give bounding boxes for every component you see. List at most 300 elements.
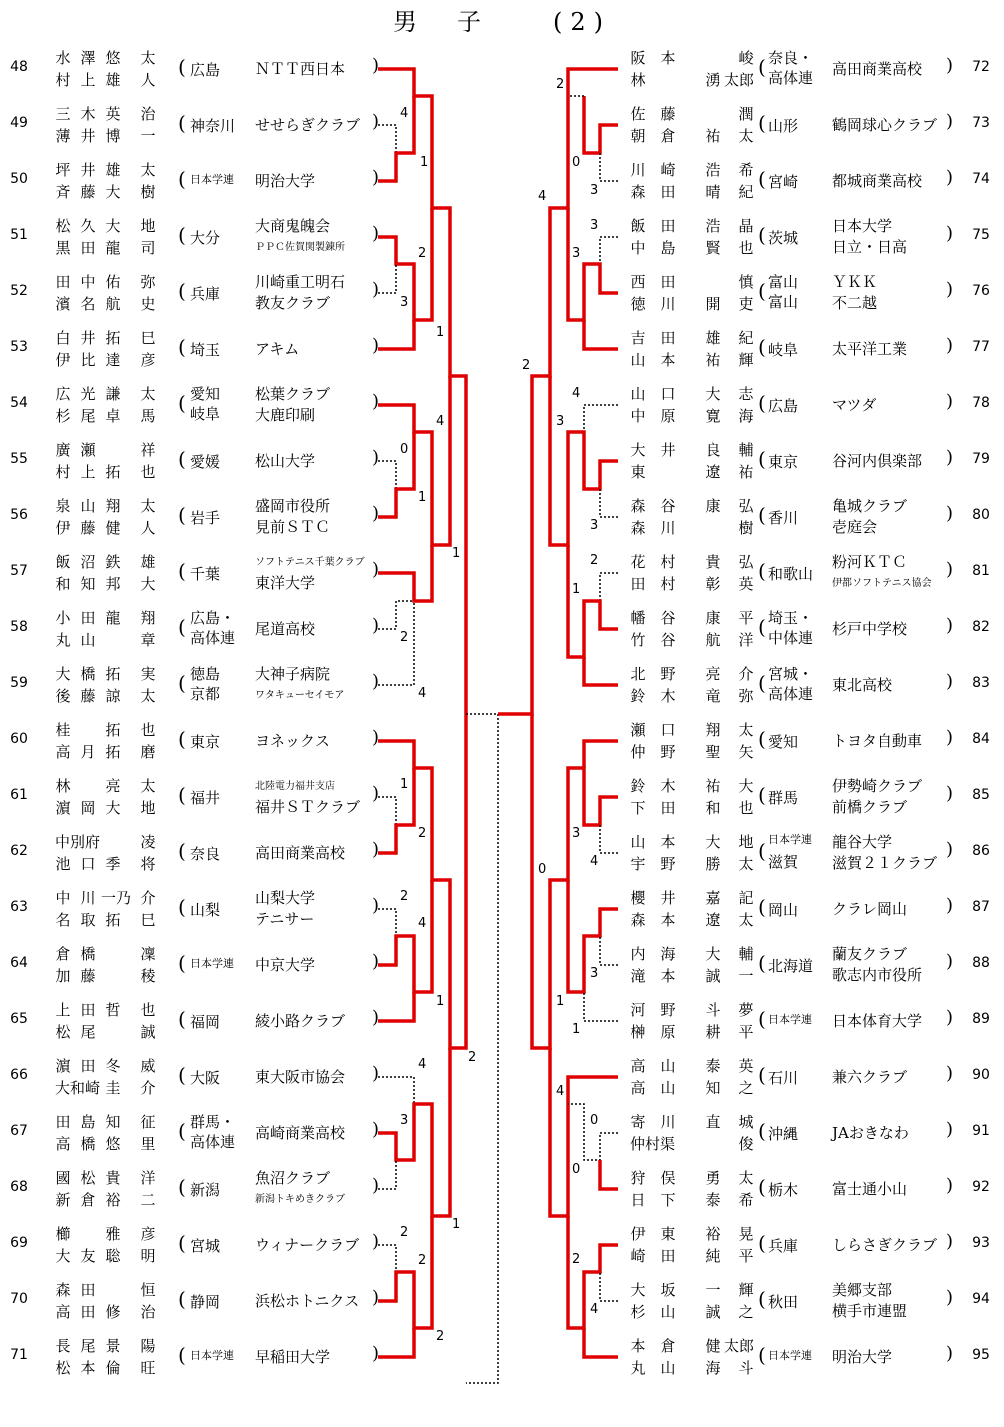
winner-line [378, 714, 466, 1048]
name-char: 旺 [140, 1359, 156, 1377]
name-char: 島 [80, 1113, 96, 1131]
name-char: 崎 [630, 1247, 646, 1265]
name-char: 島 [660, 239, 676, 257]
match-score: 3 [590, 966, 599, 981]
name-char: 洋 [738, 631, 754, 649]
name-char: 伊 [630, 1225, 646, 1243]
name-char: 河 [630, 1001, 646, 1019]
name-char: 川 [630, 161, 646, 179]
name-char: 雄 [105, 161, 121, 179]
name-char: 口 [660, 385, 676, 403]
name-char: 野 [660, 665, 676, 683]
prefecture-line: 高体連 [190, 1133, 236, 1151]
name-char: 井 [80, 329, 96, 347]
name-char: 鉄 [105, 553, 121, 571]
name-char: 森 [630, 497, 646, 515]
name-char: 本 [660, 967, 676, 985]
club-line: 大鹿印刷 [255, 406, 316, 424]
entry-row [0, 831, 1004, 875]
name-char: 口 [80, 855, 96, 873]
name-char: 大 [705, 833, 721, 851]
prefecture-line: 富山 [768, 273, 799, 291]
name-char: 木 [660, 777, 676, 795]
prefecture: 和歌山 [768, 565, 814, 583]
open-paren: ( [178, 335, 186, 359]
name-char: 田 [80, 1281, 96, 1299]
name-char: 松 [80, 1169, 96, 1187]
name-char: 志 [738, 385, 754, 403]
match-score: 3 [590, 183, 599, 198]
match-score: 2 [418, 1253, 427, 1268]
name-char: 紀 [738, 329, 754, 347]
prefecture-line: 高体連 [190, 629, 236, 647]
prefecture: 福岡 [190, 1013, 221, 1031]
match-score: 4 [418, 916, 427, 931]
name-char: 誠 [705, 1303, 721, 1321]
name-char: 弘 [738, 497, 754, 515]
club-line: 歌志内市役所 [832, 966, 923, 984]
name-char: 高 [55, 1303, 71, 1321]
club-line: 盛岡市役所 [255, 497, 331, 515]
open-paren: ( [758, 1231, 766, 1255]
club-line: ソフトテニス千葉クラブ [255, 557, 365, 568]
name-char: 翔 [705, 721, 721, 739]
name-char: 後 [55, 687, 71, 705]
name-char: 藤 [660, 105, 676, 123]
prefecture-line: 埼玉・ [768, 609, 814, 627]
prefecture-line: 広島・ [190, 609, 236, 627]
name-char: 高 [630, 1057, 646, 1075]
name-char: 松 [55, 1359, 71, 1377]
name-char: 中 [630, 239, 646, 257]
name-char: 也 [140, 1001, 156, 1019]
name-char: 一 [738, 967, 754, 985]
name-char: 大 [705, 385, 721, 403]
match-score: 4 [556, 1084, 565, 1099]
entry-row [0, 47, 1004, 91]
entry-number: 67 [10, 1123, 28, 1139]
name-char: 龍 [105, 609, 121, 627]
open-paren: ( [758, 223, 766, 247]
name-char: 季 [105, 855, 121, 873]
name-char: 翔 [105, 497, 121, 515]
entry-number: 70 [10, 1291, 28, 1307]
club-line: ウィナークラブ [255, 1236, 360, 1254]
open-paren: ( [178, 895, 186, 919]
prefecture: 日本学連 [768, 1013, 812, 1026]
open-paren: ( [758, 559, 766, 583]
prefecture [768, 663, 813, 703]
name-char: 内 [630, 945, 646, 963]
name-char: 尾 [80, 407, 96, 425]
name-char: 桂 [55, 721, 71, 739]
close-paren: ) [946, 839, 954, 860]
close-paren: ) [372, 503, 380, 524]
name-char: 太 [738, 1169, 754, 1187]
match-score: 3 [590, 218, 599, 233]
club-line: 滋賀２１クラブ [832, 854, 938, 872]
prefecture [768, 607, 813, 647]
match-score: 2 [590, 553, 599, 568]
name-char: 太 [738, 127, 754, 145]
name-char: 二 [140, 1191, 156, 1209]
club-line: 綾小路クラブ [255, 1012, 346, 1030]
name-char: 巳 [140, 911, 156, 929]
close-paren: ) [372, 391, 380, 412]
close-paren: ) [946, 1343, 954, 1364]
name-char: 田 [660, 217, 676, 235]
name-char: 雄 [140, 553, 156, 571]
name-char: 祐 [705, 351, 721, 369]
open-paren: ( [178, 111, 186, 135]
name-char: 比 [80, 351, 96, 369]
name-char: 田 [660, 799, 676, 817]
name-char: 輔 [738, 441, 754, 459]
name-char: 野 [660, 1001, 676, 1019]
club-line: 粉河ＫＴＣ [832, 553, 908, 571]
prefecture: 愛媛 [190, 453, 221, 471]
open-paren: ( [178, 1175, 186, 1199]
club-name [832, 1123, 909, 1144]
close-paren: ) [946, 1175, 954, 1196]
close-paren: ) [946, 895, 954, 916]
club-line: 明治大学 [832, 1348, 893, 1366]
name-char: 東 [660, 1225, 676, 1243]
name-char: 也 [140, 721, 156, 739]
entry-number: 62 [10, 843, 28, 859]
open-paren: ( [758, 279, 766, 303]
open-paren: ( [758, 839, 766, 863]
close-paren: ) [946, 503, 954, 524]
prefecture-line: 岐阜 [190, 405, 221, 423]
match-score: 1 [420, 155, 429, 170]
close-paren: ) [372, 1175, 380, 1196]
match-score: 1 [452, 546, 461, 561]
name-char: 知 [80, 575, 96, 593]
name-char: 章 [140, 631, 156, 649]
name-char: 翔 [140, 609, 156, 627]
match-score: 4 [418, 1057, 427, 1072]
name-char: 藤 [80, 519, 96, 537]
prefecture: 岐阜 [768, 341, 799, 359]
name-char: 澤 [80, 49, 96, 67]
name-char: 藤 [80, 183, 96, 201]
club-name [832, 272, 877, 314]
close-paren: ) [946, 447, 954, 468]
name-char: 也 [738, 799, 754, 817]
entry-number: 52 [10, 283, 28, 299]
close-paren: ) [946, 1119, 954, 1140]
open-paren: ( [758, 391, 766, 415]
club-name [832, 832, 937, 874]
open-paren: ( [178, 1007, 186, 1031]
name-char: 介 [140, 889, 156, 907]
name-char: 也 [738, 239, 754, 257]
open-paren: ( [758, 167, 766, 191]
match-score: 3 [400, 295, 409, 310]
entry-row [0, 1279, 1004, 1323]
prefecture-line: 宮城・ [768, 665, 814, 683]
name-char: 村 [660, 553, 676, 571]
close-paren: ) [372, 783, 380, 804]
name-char: 坂 [660, 1281, 676, 1299]
name-char: 井 [660, 441, 676, 459]
name-char: 國 [55, 1169, 71, 1187]
club-name [832, 339, 907, 360]
prefecture-line: 京都 [190, 685, 221, 703]
name-char: 竜 [705, 687, 721, 705]
name-char: 大 [105, 217, 121, 235]
name-char: 大 [140, 575, 156, 593]
club-line: 川崎重工明石 [255, 273, 346, 291]
prefecture: 愛知 [768, 733, 799, 751]
prefecture-line: 奈良・ [768, 49, 814, 67]
name-char: 陽 [140, 1337, 156, 1355]
name-char: 高 [55, 743, 71, 761]
prefecture: 宮城 [190, 1237, 221, 1255]
open-paren: ( [758, 1119, 766, 1143]
name-char: 本 [660, 833, 676, 851]
name-char: 谷 [660, 497, 676, 515]
name-char: 田 [660, 273, 676, 291]
name-char: 谷 [660, 631, 676, 649]
open-paren: ( [758, 671, 766, 695]
name-char: 紀 [738, 183, 754, 201]
name-char: 雄 [705, 329, 721, 347]
name-char: 英 [738, 1057, 754, 1075]
name-char: 取 [80, 911, 96, 929]
entry-number: 50 [10, 171, 28, 187]
open-paren: ( [758, 1063, 766, 1087]
name-char: 俊 [738, 1135, 754, 1153]
match-score: 4 [400, 106, 409, 121]
name-char: 海 [738, 407, 754, 425]
entry-row [0, 439, 1004, 483]
name-char: 貴 [105, 1169, 121, 1187]
entry-number: 56 [10, 507, 28, 523]
club-name [832, 675, 892, 696]
name-char: 田 [80, 239, 96, 257]
name-char: 中別府 [55, 833, 101, 851]
prefecture: 大阪 [190, 1069, 221, 1087]
name-char: 北 [630, 665, 646, 683]
open-paren: ( [178, 279, 186, 303]
open-paren: ( [178, 55, 186, 79]
name-char: 凌 [140, 833, 156, 851]
club-name [832, 1011, 922, 1032]
name-char: 下 [630, 799, 646, 817]
club-line: 見前ＳＴＣ [255, 518, 331, 536]
club-line: せせらぎクラブ [255, 116, 361, 134]
prefecture: 福井 [190, 789, 221, 807]
prefecture: 岡山 [768, 901, 799, 919]
club-line: 福井ＳＴクラブ [255, 798, 361, 816]
name-char: 橋 [80, 1135, 96, 1153]
name-char: 村 [55, 463, 71, 481]
name-char: 威 [140, 1057, 156, 1075]
name-char: 英 [738, 575, 754, 593]
prefecture-line: 富山 [768, 293, 799, 311]
entry-row [0, 1055, 1004, 1099]
name-char: 瀬 [80, 441, 96, 459]
name-char: 田 [80, 1303, 96, 1321]
entry-number: 59 [10, 675, 28, 691]
name-char: 司 [140, 239, 156, 257]
entry-number: 80 [972, 507, 990, 523]
name-char: 吏 [738, 295, 754, 313]
name-char: 山 [630, 351, 646, 369]
name-char: 雄 [105, 71, 121, 89]
entry-row [0, 271, 1004, 315]
name-char: 日 [630, 1191, 646, 1209]
name-char: 田 [80, 609, 96, 627]
prefecture: 香川 [768, 509, 799, 527]
club-line: 龍谷大学 [832, 833, 893, 851]
match-score: 4 [590, 854, 599, 869]
name-char: 滝 [630, 967, 646, 985]
name-char: 太 [140, 687, 156, 705]
name-char: 稜 [140, 967, 156, 985]
match-score: 0 [400, 442, 409, 457]
open-paren: ( [178, 503, 186, 527]
open-paren: ( [178, 1287, 186, 1311]
name-char: 一 [705, 1281, 721, 1299]
entry-row [0, 775, 1004, 819]
entry-number: 68 [10, 1179, 28, 1195]
close-paren: ) [946, 1007, 954, 1028]
entry-row [0, 719, 1004, 763]
name-char: 水 [55, 49, 71, 67]
club-line: トヨタ自動車 [832, 732, 923, 750]
name-char: 藤 [80, 687, 96, 705]
name-char: 賢 [705, 239, 721, 257]
name-char: 坪 [55, 161, 71, 179]
entry-number: 77 [972, 339, 990, 355]
close-paren: ) [372, 895, 380, 916]
name-char: 誠 [140, 1023, 156, 1041]
match-score: 4 [590, 1302, 599, 1317]
close-paren: ) [372, 839, 380, 860]
club-line: 太平洋工業 [832, 340, 908, 358]
name-char: 地 [140, 217, 156, 235]
entry-number: 54 [10, 395, 28, 411]
name-char: 川 [80, 889, 96, 907]
close-paren: ) [946, 951, 954, 972]
name-char: 太 [738, 855, 754, 873]
name-char: 榊 [630, 1023, 646, 1041]
name-char: 修 [105, 1303, 121, 1321]
name-char: 貴 [705, 553, 721, 571]
entry-row [0, 103, 1004, 147]
name-char: 月 [80, 743, 96, 761]
open-paren: ( [178, 1063, 186, 1087]
club-line: 横手市連盟 [832, 1302, 908, 1320]
name-char: 朝 [630, 127, 646, 145]
entry-number: 93 [972, 1235, 990, 1251]
name-char: 花 [630, 553, 646, 571]
name-char: 城 [738, 1113, 754, 1131]
match-score: 2 [468, 1050, 477, 1065]
name-char: 口 [660, 721, 676, 739]
name-char: 野 [660, 855, 676, 873]
prefecture: 日本学連 [768, 1349, 812, 1362]
open-paren: ( [178, 1119, 186, 1143]
entry-number: 85 [972, 787, 990, 803]
name-char: 康 [705, 609, 721, 627]
club-line: 東大阪市協会 [255, 1068, 346, 1086]
name-char: 井 [80, 127, 96, 145]
entry-row [0, 999, 1004, 1043]
name-char: 大 [105, 799, 121, 817]
entry-number: 64 [10, 955, 28, 971]
entry-number: 84 [972, 731, 990, 747]
name-char: 浩 [705, 217, 721, 235]
open-paren: ( [758, 111, 766, 135]
club-line: 亀城クラブ [832, 497, 908, 515]
club-line: 富士通小山 [832, 1180, 908, 1198]
name-char: 彰 [705, 575, 721, 593]
name-char: 白 [55, 329, 71, 347]
club-name [832, 1235, 937, 1256]
name-char: 良 [705, 441, 721, 459]
entry-number: 55 [10, 451, 28, 467]
entry-number: 57 [10, 563, 28, 579]
winner-line [532, 714, 618, 1048]
entry-row [0, 551, 1004, 595]
name-char: 景 [105, 1337, 121, 1355]
name-char: 哲 [105, 1001, 121, 1019]
name-char: 田 [660, 329, 676, 347]
name-char: 山 [630, 833, 646, 851]
name-char: 大 [55, 665, 71, 683]
match-score: 1 [452, 1217, 461, 1232]
entry-number: 73 [972, 115, 990, 131]
name-char: 祥 [140, 441, 156, 459]
prefecture-line: 愛知 [190, 385, 221, 403]
name-char: 洋 [140, 1169, 156, 1187]
name-char: 耕 [705, 1023, 721, 1041]
name-char: 泰 [705, 1191, 721, 1209]
club-name [832, 1067, 907, 1088]
name-char: 斉 [55, 183, 71, 201]
name-char: 三 [55, 105, 71, 123]
entry-row [0, 383, 1004, 427]
name-char: 祐 [705, 777, 721, 795]
name-char: 伊 [55, 519, 71, 537]
open-paren: ( [758, 335, 766, 359]
name-char: 史 [140, 295, 156, 313]
name-char: 人 [140, 519, 156, 537]
entry-row [0, 607, 1004, 651]
name-char: 原 [660, 407, 676, 425]
entry-number: 95 [972, 1347, 990, 1363]
name-char: 開 [705, 295, 721, 313]
name-char: 晃 [738, 1225, 754, 1243]
close-paren: ) [946, 335, 954, 356]
match-score: 1 [400, 777, 409, 792]
name-char: 松 [55, 1023, 71, 1041]
name-char: 卓 [105, 407, 121, 425]
club-line: 蘭友クラブ [832, 945, 908, 963]
name-char: 輔 [738, 945, 754, 963]
prefecture: 埼玉 [190, 341, 221, 359]
prefecture [768, 831, 812, 871]
name-char: 井 [80, 161, 96, 179]
name-char: 大 [705, 945, 721, 963]
name-char: 拓 [105, 463, 121, 481]
match-score: 4 [538, 189, 547, 204]
name-char: 野 [660, 743, 676, 761]
